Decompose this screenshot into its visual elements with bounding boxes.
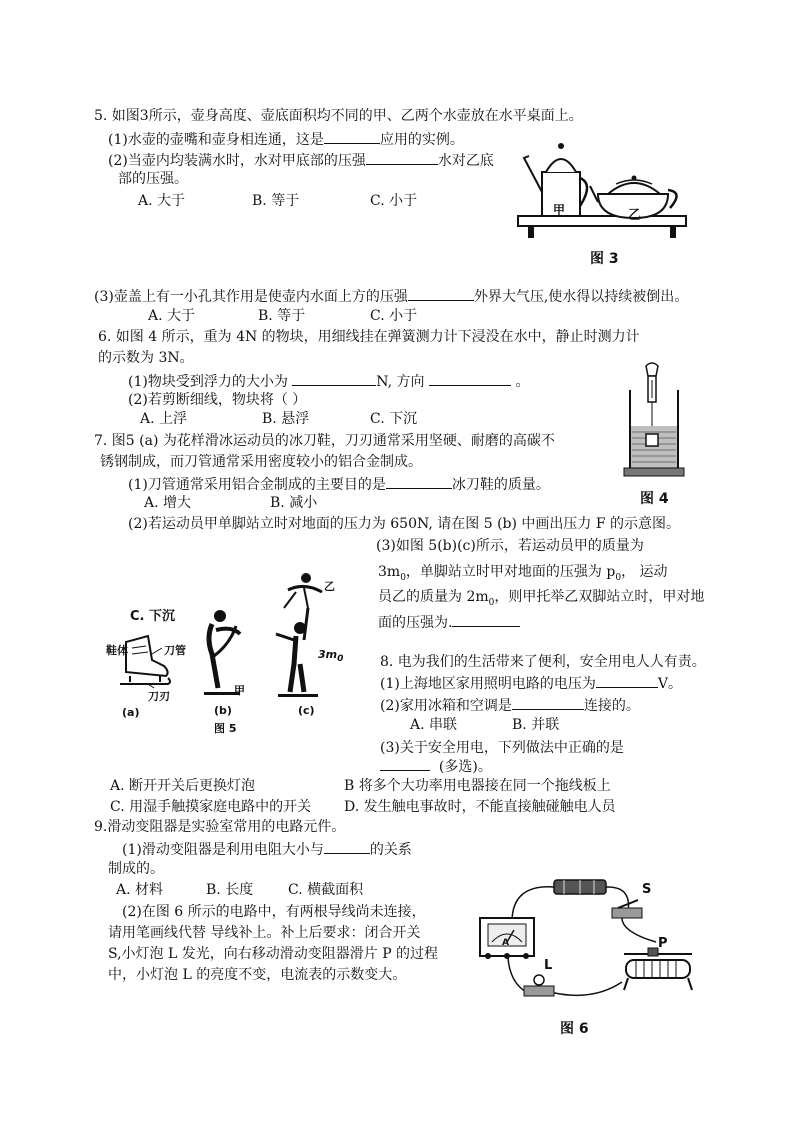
q8-part2: (2)家用冰箱和空调是 连接的。 — [380, 695, 640, 715]
fig3-label-yi: 乙 — [628, 208, 642, 223]
fig6-caption: 图 6 — [560, 1021, 589, 1037]
fig5-label-shoe: 鞋体 — [106, 644, 128, 657]
q9-part2-line4: 中，小灯泡 L 的亮度不变，电流表的示数变大。 — [108, 967, 407, 983]
q5-opt-a: A. 大于 — [138, 193, 186, 209]
q7-part1: (1)刀管通常采用铝合金制成的主要目的是 冰刀鞋的质量。 — [128, 474, 550, 494]
q5-part3-opt-c: C. 小于 — [370, 308, 418, 324]
q8-choice-d: D. 发生触电事故时，不能直接触碰触电人员 — [344, 799, 616, 815]
q8-choice-b: B 将多个大功率用电器接在同一个拖线板上 — [344, 778, 611, 794]
q9-opt-b: B. 长度 — [206, 882, 254, 898]
q5-blank3[interactable] — [408, 286, 474, 301]
q9-part1-cont: 制成的。 — [108, 861, 164, 877]
q7-blank-pressure[interactable] — [452, 612, 520, 627]
q9-part2-line1: (2)在图 6 所示的电路中，有两根导线尚未连接， — [122, 904, 426, 920]
q7-part3-line4: 面的压强为. — [378, 612, 520, 632]
fig6-label-slider: P — [658, 936, 668, 951]
q9-stem: 9.滑动变阻器是实验室常用的电路元件。 — [94, 819, 346, 835]
q7-opt-b: B. 减小 — [270, 495, 318, 511]
q8-choice-c: C. 用湿手触摸家庭电路中的开关 — [110, 799, 312, 815]
q8-part3: (3)关于安全用电，下列做法中正确的是 — [380, 740, 624, 756]
q5-blank1[interactable] — [324, 129, 380, 144]
q7-stem-line2: 锈钢制成，而刀管通常采用密度较小的铝合金制成。 — [100, 454, 422, 470]
fig5-caption: 图 5 — [214, 722, 237, 735]
q5-part3-opt-b: B. 等于 — [258, 308, 306, 324]
q8-part3-cont: (多选)。 — [380, 756, 492, 776]
q8-choice-a: A. 断开开关后更换灯泡 — [110, 778, 256, 794]
q9-part1: (1)滑动变阻器是利用电阻大小与 的关系 — [122, 839, 412, 859]
q6-opt-a: A. 上浮 — [140, 411, 188, 427]
q5-part3-opt-a: A. 大于 — [148, 308, 196, 324]
q6-stem-line1: 6. 如图 4 所示，重为 4N 的物块，用细线挂在弹簧测力计下浸没在水中，静止时测力计 — [98, 329, 640, 345]
q5-opt-c: C. 小于 — [370, 193, 418, 209]
q9-blank1[interactable] — [324, 839, 370, 854]
q9-part2-line2: 请用笔画线代替 导线补上。补上后要求：闭合开关 — [108, 925, 421, 941]
fig5-label-jia: 甲 — [234, 684, 245, 697]
fig5-label-tube: 刀管 — [164, 644, 186, 657]
q8-stem: 8. 电为我们的生活带来了便利，安全用电人人有责。 — [380, 654, 706, 670]
q5-part1: (1)水壶的壶嘴和壶身相连通，这是 应用的实例。 — [108, 129, 464, 149]
figure-5-skaters — [108, 560, 340, 720]
fig5-label-c: (c) — [298, 704, 315, 717]
fig5-label-mass: $3m_0$ — [318, 648, 344, 665]
q5-stem: 5. 如图3所示，壶身高度、壶底面积均不同的甲、乙两个水壶放在水平桌面上。 — [94, 108, 583, 124]
q6-part1: (1)物块受到浮力的大小为 N, 方向 。 — [128, 371, 529, 391]
figure-3-kettles — [512, 132, 692, 244]
q5-part2: (2)当壶内均装满水时，水对甲底部的压强 水对乙底 — [108, 150, 494, 170]
fig5-label-yi: 乙 — [324, 580, 335, 593]
q6-stem-line2: 的示数为 3N。 — [98, 350, 194, 366]
q5-blank2[interactable] — [366, 150, 438, 165]
fig6-label-ammeter: A — [502, 938, 509, 948]
q8-opt-b: B. 并联 — [512, 717, 560, 733]
fig3-caption: 图 3 — [590, 251, 619, 267]
q7-part3-line2: $3m_0$，单脚站立时甲对地面的压强为 $p_0$， 运动 — [378, 564, 668, 583]
figure-4-spring-scale — [622, 360, 686, 484]
q5-opt-b: B. 等于 — [252, 193, 300, 209]
q8-part1: (1)上海地区家用照明电路的电压为 V。 — [380, 673, 682, 693]
q6-opt-b: B. 悬浮 — [262, 411, 310, 427]
fig5-stray-label: C. 下沉 — [130, 609, 176, 624]
q5-part3: (3)壶盖上有一小孔其作用是使壶内水面上方的压强 外界大气压,使水得以持续被倒出。 — [94, 286, 688, 306]
q7-blank1[interactable] — [386, 474, 452, 489]
q9-part2-line3: S,小灯泡 L 发光，向右移动滑动变阻器滑片 P 的过程 — [108, 946, 439, 962]
fig3-label-jia: 甲 — [553, 203, 566, 217]
q6-blank-direction[interactable] — [429, 371, 511, 386]
q7-part3-line1: (3)如图 5(b)(c)所示，若运动员甲的质量为 — [376, 538, 644, 554]
fig6-label-switch: S — [642, 882, 652, 897]
q9-opt-c: C. 横截面积 — [288, 882, 364, 898]
q6-blank-force[interactable] — [292, 371, 376, 386]
q8-blank-connection[interactable] — [512, 695, 584, 710]
q8-opt-a: A. 串联 — [410, 717, 458, 733]
q6-part2: (2)若剪断细线，物块将（ ） — [128, 392, 307, 408]
q9-opt-a: A. 材料 — [116, 882, 164, 898]
fig4-caption: 图 4 — [640, 491, 669, 507]
fig5-label-a: (a) — [122, 706, 140, 719]
q7-opt-a: A. 增大 — [144, 495, 192, 511]
q7-part2: (2)若运动员甲单脚站立时对地面的压力为 650N, 请在图 5 (b) 中画出压力 F 的示意图。 — [128, 516, 681, 532]
q5-part2-cont: 部的压强。 — [118, 171, 188, 187]
fig6-label-lamp: L — [544, 958, 553, 973]
q6-opt-c: C. 下沉 — [370, 411, 418, 427]
q8-blank-safety[interactable] — [380, 756, 430, 771]
q7-stem-line1: 7. 图5 (a) 为花样滑冰运动员的冰刀鞋，刀刃通常采用坚硬、耐磨的高碳不 — [94, 433, 555, 449]
fig5-label-b: (b) — [214, 704, 232, 717]
q8-blank-voltage[interactable] — [596, 673, 658, 688]
fig5-label-blade: 刀刃 — [148, 690, 170, 703]
q7-part3-line3: 员乙的质量为 $2m_0$，则甲托举乙双脚站立时，甲对地 — [378, 589, 705, 608]
